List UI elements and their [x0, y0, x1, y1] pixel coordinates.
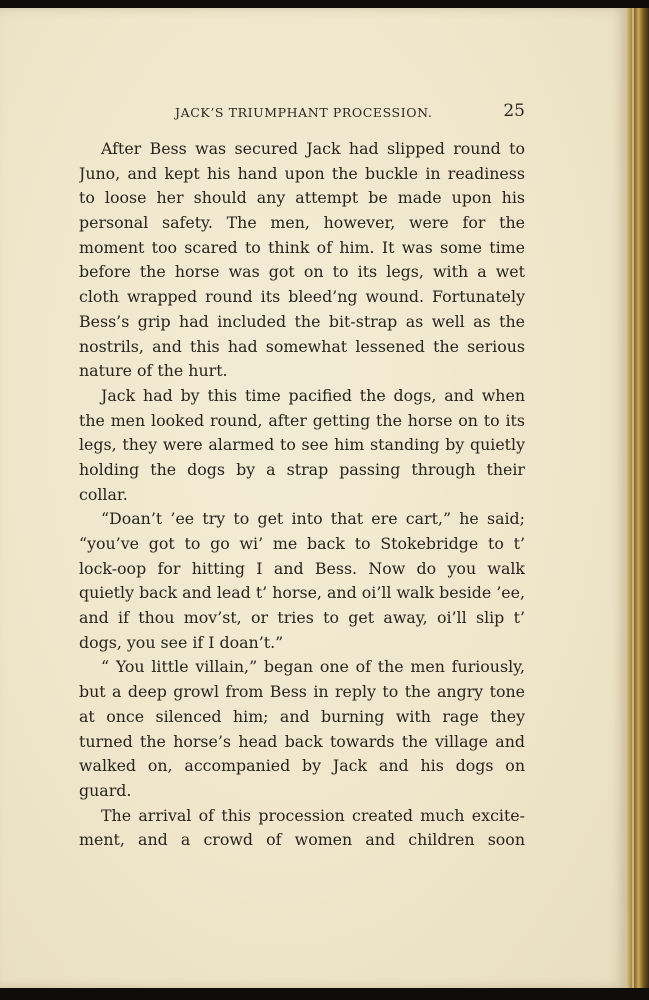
- text-line: guard.: [79, 780, 132, 800]
- book-spine-edge: [626, 8, 649, 988]
- text-line: The arrival of this procession created much excite-: [101, 805, 525, 825]
- text-line: “Doan’t ’ee try to get into that ere cart,” he said;: [101, 509, 525, 529]
- text-line: the men looked round, after getting the horse on to its: [79, 410, 525, 430]
- page-number: 25: [503, 101, 525, 121]
- text-line: at once silenced him; and burning with rage they: [79, 706, 525, 726]
- page-header: [79, 103, 525, 123]
- text-line: Bess’s grip had included the bit-strap as well as the: [79, 311, 525, 331]
- text-line: cloth wrapped round its bleed’ng wound. Fortunately: [79, 287, 525, 307]
- text-line: dogs, you see if I doan’t.”: [79, 632, 284, 652]
- spine-highlight: [632, 8, 634, 988]
- running-head: JACK’S TRIUMPHANT PROCESSION.: [175, 105, 433, 120]
- body-text: [79, 137, 525, 853]
- text-line: holding the dogs by a strap passing through their: [79, 459, 525, 479]
- text-line: ment, and a crowd of women and children soon: [79, 830, 525, 850]
- text-line: moment too scared to think of him. It was some time: [79, 237, 525, 257]
- text-line: personal safety. The men, however, were for the: [79, 213, 525, 233]
- text-line: Juno, and kept his hand upon the buckle in readiness: [79, 163, 525, 183]
- text-line: quietly back and lead t’ horse, and oi’ll walk beside ’ee,: [79, 583, 525, 603]
- text-line: lock-oop for hitting I and Bess. Now do you walk: [79, 558, 525, 578]
- text-line: nostrils, and this had somewhat lessened the serious: [79, 336, 525, 356]
- text-line: legs, they were alarmed to see him standing by quietly: [79, 435, 525, 455]
- text-line: “you’ve got to go wi’ me back to Stokebridge to t’: [79, 534, 525, 553]
- text-line: After Bess was secured Jack had slipped round to: [101, 139, 525, 158]
- text-line: but a deep growl from Bess in reply to the angry tone: [79, 682, 525, 702]
- text-line: walked on, accompanied by Jack and his dogs on: [79, 756, 525, 776]
- text-line: turned the horse’s head back towards the village and: [79, 731, 525, 751]
- text-line: “ You little villain,” began one of the men furiously,: [101, 657, 525, 677]
- text-line: nature of the hurt.: [79, 361, 228, 381]
- text-line: and if thou mov’st, or tries to get away, oi’ll slip t’: [79, 608, 525, 628]
- text-line: before the horse was got on to its legs, with a wet: [79, 262, 525, 282]
- text-line: collar.: [79, 484, 128, 504]
- text-line: Jack had by this time pacified the dogs, and when: [101, 385, 525, 405]
- scan-bottom-edge: [0, 988, 649, 1000]
- scan-top-edge: [0, 0, 649, 8]
- text-line: to loose her should any attempt be made upon his: [79, 188, 525, 208]
